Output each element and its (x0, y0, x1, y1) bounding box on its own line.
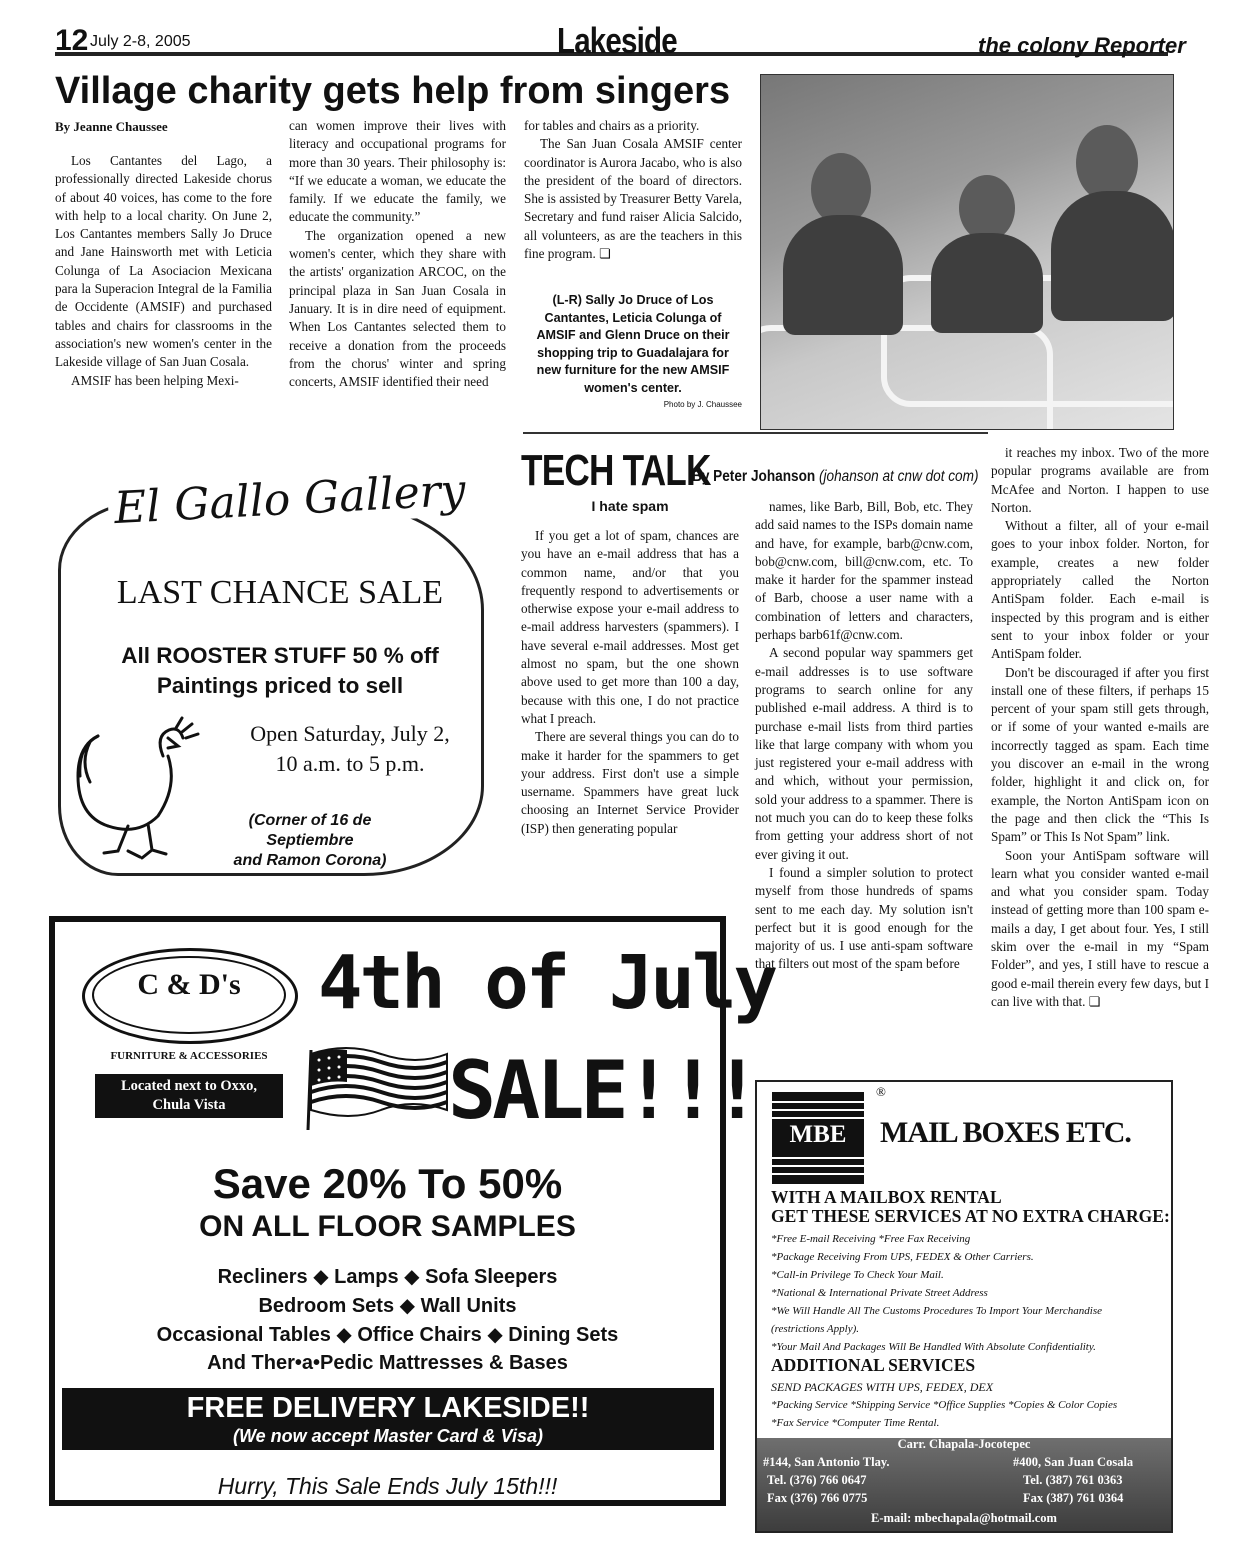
paragraph: Don't be discouraged if after you first install one of these filters, if perhaps 15 percent of your spam still gets through, or if some of your wanted e-mails are incorrectly tagged as spam. Each time you discover an e-mail in the wrong folder, highlight it and click on, for example, the Norton AntiSpam icon on the page and then click the “This Is Spam” or This Is Not Spam” link. (991, 664, 1209, 845)
mbe-service-item: *We Will Handle All The Customs Procedures To Import Your Merchandise (771, 1305, 1103, 1317)
page-number: 12 (55, 24, 89, 57)
tech-column-1 (521, 527, 739, 838)
cd-headline-4th: 4th of July (318, 940, 776, 1026)
mbe-heading-line: GET THESE SERVICES AT NO EXTRA CHARGE: (771, 1206, 1170, 1226)
gallo-location-line: Septiembre (266, 832, 354, 849)
cd-floor-samples: ON ALL FLOOR SAMPLES (199, 1210, 576, 1243)
section-title: Lakeside (557, 20, 677, 61)
mbe-service-item: (restrictions Apply). (771, 1323, 859, 1335)
article-column-2 (289, 117, 506, 391)
cd-cards-text: (We now accept Master Card & Visa) (232, 1426, 544, 1446)
paragraph: can women improve their lives with literacy and occupational programs for more than 30 years. Their philosophy is: “If we educate a woman, we educate the family. If we educate the family, we educate the community.” (289, 118, 506, 225)
section-divider (523, 432, 988, 434)
mbe-heading-line: WITH A MAILBOX RENTAL (771, 1187, 1002, 1207)
rooster-icon (68, 706, 218, 866)
us-flag-icon (305, 1040, 450, 1130)
paragraph: The San Juan Cosala AMSIF center coordinator is Aurora Jacabo, who is also the president of the board of directors. She is assisted by Treasurer Betty Varela, Secretary and fund raiser Alicia Salcido, all volunteers, as are the teachers in this fine program. ❏ (524, 136, 742, 262)
tech-talk-author: By Peter Johanson (692, 468, 816, 485)
article-byline: By Jeanne Chaussee (55, 119, 168, 134)
photo-caption: (L-R) Sally Jo Druce of Los Cantantes, Leticia Colunga of AMSIF and Glenn Druce on their shopping trip to Guadalajara for new furniture for the new AMSIF women's center. (536, 293, 730, 395)
gallo-location-line: (Corner of 16 de (248, 812, 372, 829)
issue-date: July 2-8, 2005 (90, 33, 191, 50)
paragraph: for tables and chairs as a priority. (524, 118, 700, 133)
cd-headline-sale: SALE!!! (448, 1044, 758, 1137)
paragraph: If you get a lot of spam, chances are you have an e-mail address that has a common name, and/or that you frequently respond to advertisements or otherwise expose your e-mail address to e-mail address harvesters (spammers). I have several e-mail addresses. Most get almost no spam, but the one shown above used to get more than 100 a day, because with this one, I do not practice what I preach. (521, 528, 739, 726)
article-headline: Village charity gets help from singers (55, 70, 731, 112)
mbe-service-item: *Your Mail And Packages Will Be Handled With Absolute Confidentiality. (771, 1341, 1096, 1353)
paragraph: it reaches my inbox. Two of the more popular programs available are from McAfee and Norton. I happen to use Norton. (991, 445, 1209, 515)
paragraph: Los Cantantes del Lago, a professionally directed Lakeside chorus of about 40 voices, has come to the fore with help to a local charity. On June 2, Los Cantantes members Sally Jo Druce and Jane Hainsworth met with Leticia Colunga of La Asociacion Mexicana para la Superacion Integral de la Familia de Occidente (AMSIF) and purchased tables and chairs for classrooms in the association's new women's center in the Lakeside village of San Juan Cosala. (55, 153, 272, 370)
paragraph: A second popular way spammers get e-mail addresses is to use software programs to search online for any published e-mail address. A third is to purchase e-mail lists from third parties like that large company with whom you just registered your e-mail address with and which, without your permission, sold your address to a spammer. There is not much you can do to keep these folks from getting your address short of not ever giving it out. (755, 645, 973, 862)
gallo-open-hours: 10 a.m. to 5 p.m. (275, 751, 425, 776)
mbe-service-item: *National & International Private Street Address (771, 1287, 988, 1299)
mbe-left-address: #144, San Antonio Tlay. (763, 1455, 890, 1469)
mbe-service-item: *Package Receiving From UPS, FEDEX & Other Carriers. (771, 1251, 1034, 1263)
mbe-right-address: #400, San Juan Cosala (1013, 1455, 1134, 1469)
paragraph: There are several things you can do to make it harder for the spammers to get your address. First don't use a simple username. Spammers have great luck choosing an Internet Service Provider (ISP) then generating popular (521, 729, 739, 836)
tech-column-2 (755, 498, 973, 974)
mbe-extra-services: *Packing Service *Shipping Service *Office Supplies *Copies & Color Copies (771, 1399, 1118, 1411)
cd-logo-text: C & D's (137, 968, 241, 1001)
paragraph: AMSIF has been helping Mexi- (71, 372, 239, 388)
paragraph: Without a filter, all of your e-mail goes to your inbox folder. Norton, for example, creates a new folder appropriately called the Norton AntiSpam folder. Each e-mail is inspected by this program and is either sent to your inbox folder or your AntiSpam folder. (991, 518, 1209, 662)
mbe-email: E-mail: mbechapala@hotmail.com (871, 1511, 1057, 1525)
paragraph: I found a simpler solution to protect myself from those hundreds of spams sent to me each day. My solution isn't perfect but it is good enough for the majority of us. I use anti-spam software that filters out most of the spam before (755, 864, 973, 972)
article-column-3 (524, 117, 742, 263)
paragraph: names, like Barb, Bill, Bob, etc. They add said names to the ISPs domain name and have, for example, barb@cnw.com, bob@cnw.com, bill@cnw.com, etc. To make it harder for the spammer instead of Barb, choose a user name with a combination of letters and characters, perhaps barb61f@cnw.com. (755, 499, 973, 643)
mbe-right-fax: Fax (387) 761 0364 (1023, 1491, 1124, 1505)
mbe-service-item: *Free E-mail Receiving *Free Fax Receiving (771, 1233, 971, 1245)
mbe-heading (771, 1188, 1170, 1226)
registered-mark: ® (876, 1084, 886, 1099)
mbe-contact-footer (757, 1438, 1171, 1531)
mbe-service-item: *Call-in Privilege To Check Your Mail. (771, 1269, 944, 1281)
gallo-ad-title: El Gallo Gallery (107, 465, 473, 535)
tech-talk-email: (johanson at cnw dot com) (818, 468, 979, 485)
tech-talk-title: TECH TALK (521, 446, 711, 495)
tech-talk-subhead: I hate spam (591, 498, 669, 514)
publication-brand: the colony Reporter (978, 33, 1186, 58)
gallo-sale-heading: LAST CHANCE SALE (116, 574, 444, 611)
mbe-extra-services: *Fax Service *Computer Time Rental. (771, 1417, 940, 1429)
paragraph: Soon your AntiSpam software will learn what you consider wanted e-mail and what you consider spam. Today instead of getting more than 100 spam e-mails a day, I get about four. Yes, I still skim over the e-mail in my “Spam Folder”, and yes, I still have to rescue a good e-mail therein every few days, but I can live with that. ❏ (991, 847, 1209, 1009)
photo-credit: Photo by J. Chaussee (663, 400, 742, 409)
mbe-logo-text: MBE (789, 1121, 847, 1148)
cd-delivery-banner (62, 1388, 714, 1450)
gallo-discount-line: All ROOSTER STUFF 50 % off (121, 643, 439, 668)
cd-product-line: Recliners ◆ Lamps ◆ Sofa Sleepers (217, 1266, 558, 1288)
cd-delivery-text: FREE DELIVERY LAKESIDE!! (186, 1392, 590, 1424)
mbe-right-tel: Tel. (387) 761 0363 (1023, 1473, 1123, 1487)
tech-talk-byline (692, 468, 978, 486)
mbe-road: Carr. Chapala-Jocotepec (897, 1437, 1031, 1451)
cd-sale-deadline: Hurry, This Sale Ends July 15th!!! (217, 1473, 558, 1499)
mbe-send-packages: SEND PACKAGES WITH UPS, FEDEX, DEX (771, 1380, 994, 1394)
cd-location-badge (95, 1074, 283, 1118)
mbe-left-fax: Fax (376) 766 0775 (767, 1491, 868, 1505)
cd-location-line: Chula Vista (152, 1097, 226, 1113)
mbe-additional-heading: ADDITIONAL SERVICES (771, 1355, 976, 1375)
cd-save-heading: Save 20% To 50% (212, 1160, 563, 1207)
mbe-left-tel: Tel. (376) 766 0647 (767, 1473, 867, 1487)
article-column-1 (55, 152, 272, 390)
gallo-location-line: and Ramon Corona) (233, 852, 387, 869)
gallo-open-date: Open Saturday, July 2, (250, 721, 450, 746)
cd-product-line: Occasional Tables ◆ Office Chairs ◆ Dining Sets (156, 1324, 619, 1346)
gallo-paintings-line: Paintings priced to sell (156, 673, 404, 698)
cd-location-line: Located next to Oxxo, (120, 1078, 258, 1094)
mbe-company-name: MAIL BOXES ETC. (880, 1116, 1131, 1149)
cd-product-line: Bedroom Sets ◆ Wall Units (258, 1295, 517, 1317)
cd-furniture-label: FURNITURE & ACCESSORIES (110, 1050, 268, 1062)
article-photo (760, 74, 1174, 430)
paragraph: The organization opened a new women's center, which they share with the artists' organization ARCOC, on the principal plaza in San Juan Cosala in January. It is in dire need of equipment. When Los Cantantes selected them to receive a donation from the proceeds from the chorus' winter and spring concerts, AMSIF identified their need (289, 227, 506, 390)
tech-column-3 (991, 444, 1209, 1011)
cd-product-line: And Ther•a•Pedic Mattresses & Bases (207, 1352, 568, 1374)
